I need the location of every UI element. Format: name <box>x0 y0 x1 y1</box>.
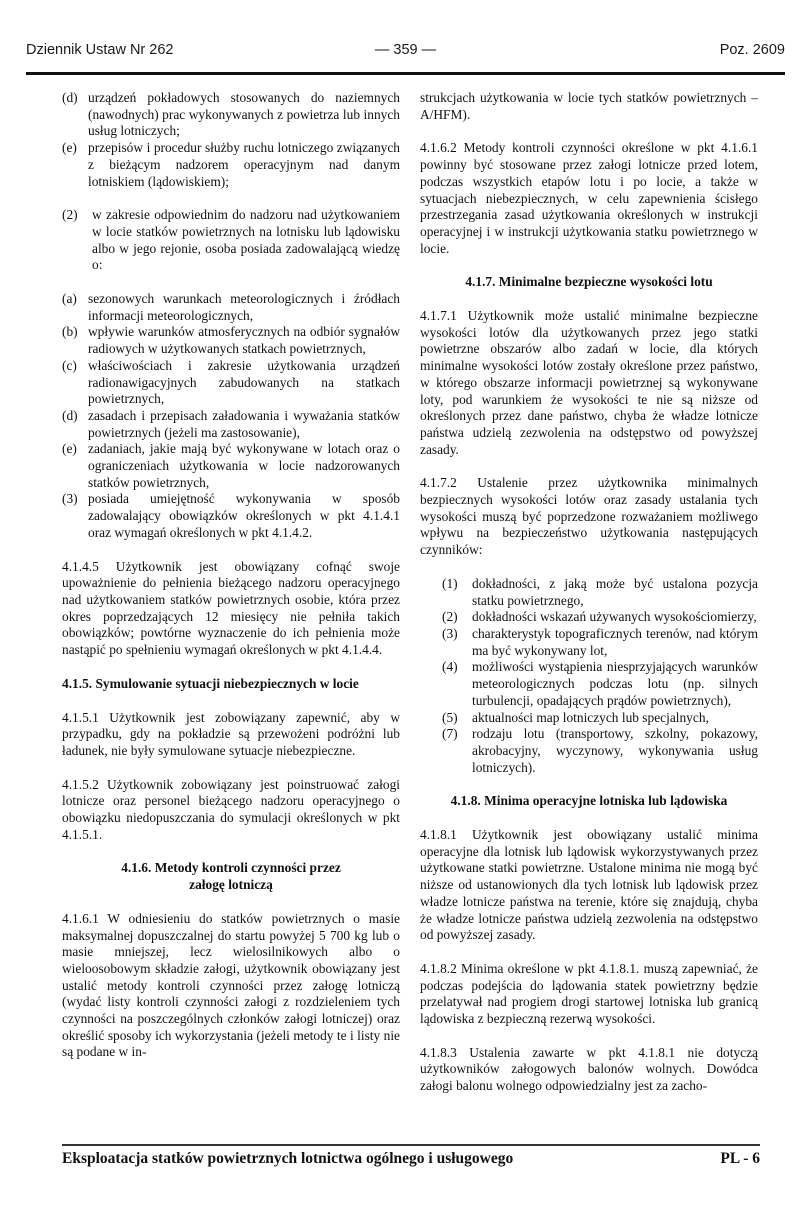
paragraph-4151: 4.1.5.1 Użytkownik jest zobowiązany zapewnić, aby w przypadku, gdy na pokładzie są przewożeni podróżni lub ładunek, nie były symulowane sytuacje niebezpieczne. <box>62 709 400 758</box>
page-number: — 359 — <box>374 42 437 58</box>
paragraph-4181: 4.1.8.1 Użytkownik jest obowiązany ustalić minima operacyjne dla lotnisk lub lądowisk wykorzystywanych przez użytkowane statki powietrzne. Ustalone minima nie mogą być niższe od ustanowionych dla tych lotnisk lub lądowisk przez władze lotnicze państwa na terenie, które się znajdują, chyba że władze lotnicze państwa udzielą zezwolenia na odstępstwo od powyższej zasady. <box>420 827 758 943</box>
paragraph-4152: 4.1.5.2 Użytkownik zobowiązany jest poinstruować załogi lotnicze oraz personel bieżącego nadzoru operacyjnego o obowiązku niedopuszczania do symulacji określonych w pkt 4.1.5.1. <box>62 776 400 842</box>
header-divider <box>26 72 785 75</box>
factors-list <box>420 576 758 776</box>
list-item <box>442 626 758 659</box>
list-label: (3) <box>62 491 78 507</box>
list-item <box>62 358 400 408</box>
list-text: rodzaju lotu (transportowy, szkolny, pokazowy, akrobacyjny, wyczynowy, wykonywania usług lotniczych). <box>472 726 758 775</box>
section-heading-417: 4.1.7. Minimalne bezpieczne wysokości lotu <box>465 274 713 290</box>
section-heading-416 <box>62 860 400 893</box>
list-text: możliwości wystąpienia niesprzyjających warunków meteorologicznych podczas lotu (np. silnych turbulencji, opadających prądów powietrznych), <box>472 659 758 708</box>
list-label: (c) <box>62 357 77 373</box>
list-item <box>62 491 400 541</box>
heading-line-1: 4.1.6. Metody kontroli czynności przez <box>121 860 341 876</box>
list-item <box>442 659 758 709</box>
list-label: (d) <box>62 90 78 105</box>
right-column <box>420 90 758 1112</box>
list-label: (e) <box>62 140 77 156</box>
list-label: (b) <box>62 324 78 340</box>
list-text: charakterystyk topograficznych terenów, nad którym ma być wykonywany lot, <box>472 625 758 658</box>
position-number: Poz. 2609 <box>719 42 785 58</box>
list-label: (1) <box>442 575 458 591</box>
list-item <box>62 207 400 274</box>
list-label: (7) <box>442 726 458 742</box>
list-text: sezonowych warunkach meteorologicznych i źródłach informacji meteorologicznych, <box>88 291 400 323</box>
list-item <box>62 90 400 140</box>
list-item <box>442 726 758 776</box>
list-item <box>62 408 400 441</box>
item-2-list <box>62 207 400 274</box>
list-label: (3) <box>442 625 458 641</box>
list-item <box>442 710 758 727</box>
sub-list-2 <box>62 291 400 542</box>
list-label: (d) <box>62 407 78 423</box>
list-item <box>442 609 758 626</box>
paragraph-4183: 4.1.8.3 Ustalenia zawarte w pkt 4.1.8.1 nie dotyczą użytkowników załogowych balonów wolnych. Dowódca załogi balonu wolnego odpowiedzialny jest za zacho- <box>420 1044 758 1094</box>
list-text: w zakresie odpowiednim do nadzoru nad użytkowaniem w locie statków powietrznych na lotnisku lub lądowisku albo w jego rejonie, osoba posiada zadowalającą wiedzę o: <box>92 207 400 273</box>
list-text: przepisów i procedur służby ruchu lotniczego związanych z bieżącym nadzorem operacyjnym nad danym lotniskiem (lądowiskiem); <box>88 140 400 189</box>
list-text: zasadach i przepisach załadowania i wyważania statków powietrznych (jeżeli ma zastosowanie), <box>88 407 400 440</box>
list-label: (a) <box>62 291 77 307</box>
paragraph-4182: 4.1.8.2 Minima określone w pkt 4.1.8.1. muszą zapewniać, że podczas podejścia do lądowania statek powietrzny będzie przelatywał nad progiem drogi startowej lotniska lub granicą lądowiska z bezpieczną rezerwą wysokości. <box>420 960 758 1027</box>
list-text: zadaniach, jakie mają być wykonywane w lotach oraz o ograniczeniach użytkowania w locie nadzorowanych statków powietrznych, <box>88 441 400 490</box>
footer-divider <box>62 1144 760 1146</box>
paragraph-4162: 4.1.6.2 Metody kontroli czynności określone w pkt 4.1.6.1 powinny być stosowane przez załogi lotnicze przed lotem, podczas wszystkich etapów lotu i po locie, a także w sytuacjach niebezpiecznych, w celu zapewnienia ścisłego przestrzegania zasad użytkowania określonych w instrukcji operacyjnej i w instrukcji użytkowania statku powietrznego w locie. <box>420 140 758 256</box>
document-title: Eksploatacja statków powietrznych lotnictwa ogólnego i usługowego <box>62 1150 514 1167</box>
section-code: PL - 6 <box>720 1150 760 1167</box>
journal-title: Dziennik Ustaw Nr 262 <box>26 42 174 58</box>
section-heading-415: 4.1.5. Symulowanie sytuacji niebezpiecznych w locie <box>62 675 359 691</box>
heading-line-2: załogę lotniczą <box>189 877 273 893</box>
list-item <box>442 576 758 609</box>
list-text: właściwościach i zakresie użytkowania urządzeń radionawigacyjnych zabudowanych na statkach powietrznych, <box>88 357 400 407</box>
list-text: dokładności, z jaką może być ustalona pozycja statku powietrznego, <box>472 575 758 608</box>
list-text: urządzeń pokładowych stosowanych do naziemnych (nawodnych) prac wykonywanych z powietrza lub innych usług lotniczych; <box>88 90 400 139</box>
list-label: (2) <box>62 207 78 223</box>
paragraph-continuation: strukcjach użytkowania w locie tych statków powietrznych – A/HFM). <box>420 90 758 122</box>
page-header <box>26 42 785 64</box>
list-item <box>62 291 400 324</box>
section-heading-418: 4.1.8. Minima operacyjne lotniska lub lądowiska <box>450 793 728 809</box>
list-text: posiada umiejętność wykonywania w sposób zadowalający obowiązków określonych w pkt 4.1.4.1 oraz wymagań określonych w pkt 4.1.4.2. <box>88 491 400 540</box>
list-label: (4) <box>442 659 458 675</box>
list-text: dokładności wskazań używanych wysokościomierzy, <box>472 609 757 625</box>
list-item <box>62 140 400 190</box>
list-item <box>62 324 400 357</box>
paragraph-4145: 4.1.4.5 Użytkownik jest obowiązany cofnąć swoje upoważnienie do pełnienia bieżącego nadzoru operacyjnego nad użytkowaniem statków powietrznych osobie, która przez okres poprzedzających 12 miesięcy nie pełniła takich obowiązków; powtórne wyznaczenie do ich pełnienia może nastąpić po spełnieniu wymagań określonych w pkt 4.1.4.4. <box>62 558 400 658</box>
list-text: aktualności map lotniczych lub specjalnych, <box>472 709 709 725</box>
list-label: (2) <box>442 609 458 625</box>
list-label: (5) <box>442 709 458 725</box>
paragraph-4161: 4.1.6.1 W odniesieniu do statków powietrznych o masie maksymalnej dopuszczalnej do startu powyżej 5 700 kg lub o masie mniejszej, lecz wielosilnikowych albo o wieloosobowym składzie załogi, użytkownik obowiązany jest ustalić metody kontroli czynności przez załogę lotniczą (wydać listy kontroli czynności załogi z rozdzieleniem tych czynności na poszczególnych członków załogi lotniczej) oraz określić sposoby ich wykorzystania (jeżeli metody te i listy nie są podane w in- <box>62 910 400 1060</box>
paragraph-4172: 4.1.7.2 Ustalenie przez użytkownika minimalnych bezpiecznych wysokości lotów oraz zasady ustalania tych wysokości muszą być poprzedzone rozważaniem możliwego wpływu na bezpieczeństwo użytkowania następujących czynników: <box>420 475 758 558</box>
sub-list-1 <box>62 90 400 190</box>
left-column <box>62 90 400 1078</box>
list-label: (e) <box>62 441 77 457</box>
list-text: wpływie warunków atmosferycznych na odbiór sygnałów radiowych w użytkowanych statkach powietrznych, <box>88 324 400 357</box>
paragraph-4171: 4.1.7.1 Użytkownik może ustalić minimalne bezpieczne wysokości lotów dla użytkowanych przez jego statki powietrzne obszarów albo zadań w locie, dla których minimalne wysokości lotów zostały określone przez państwo, w którego obszarze informacji powietrznej są wykonywane loty, pod warunkiem że wysokości te nie są niższe od określonych przez dane państwo, chyba że władze lotnicze państwa udzielą zezwolenia na odstępstwo od powyższej zasady. <box>420 308 758 457</box>
list-item <box>62 441 400 491</box>
